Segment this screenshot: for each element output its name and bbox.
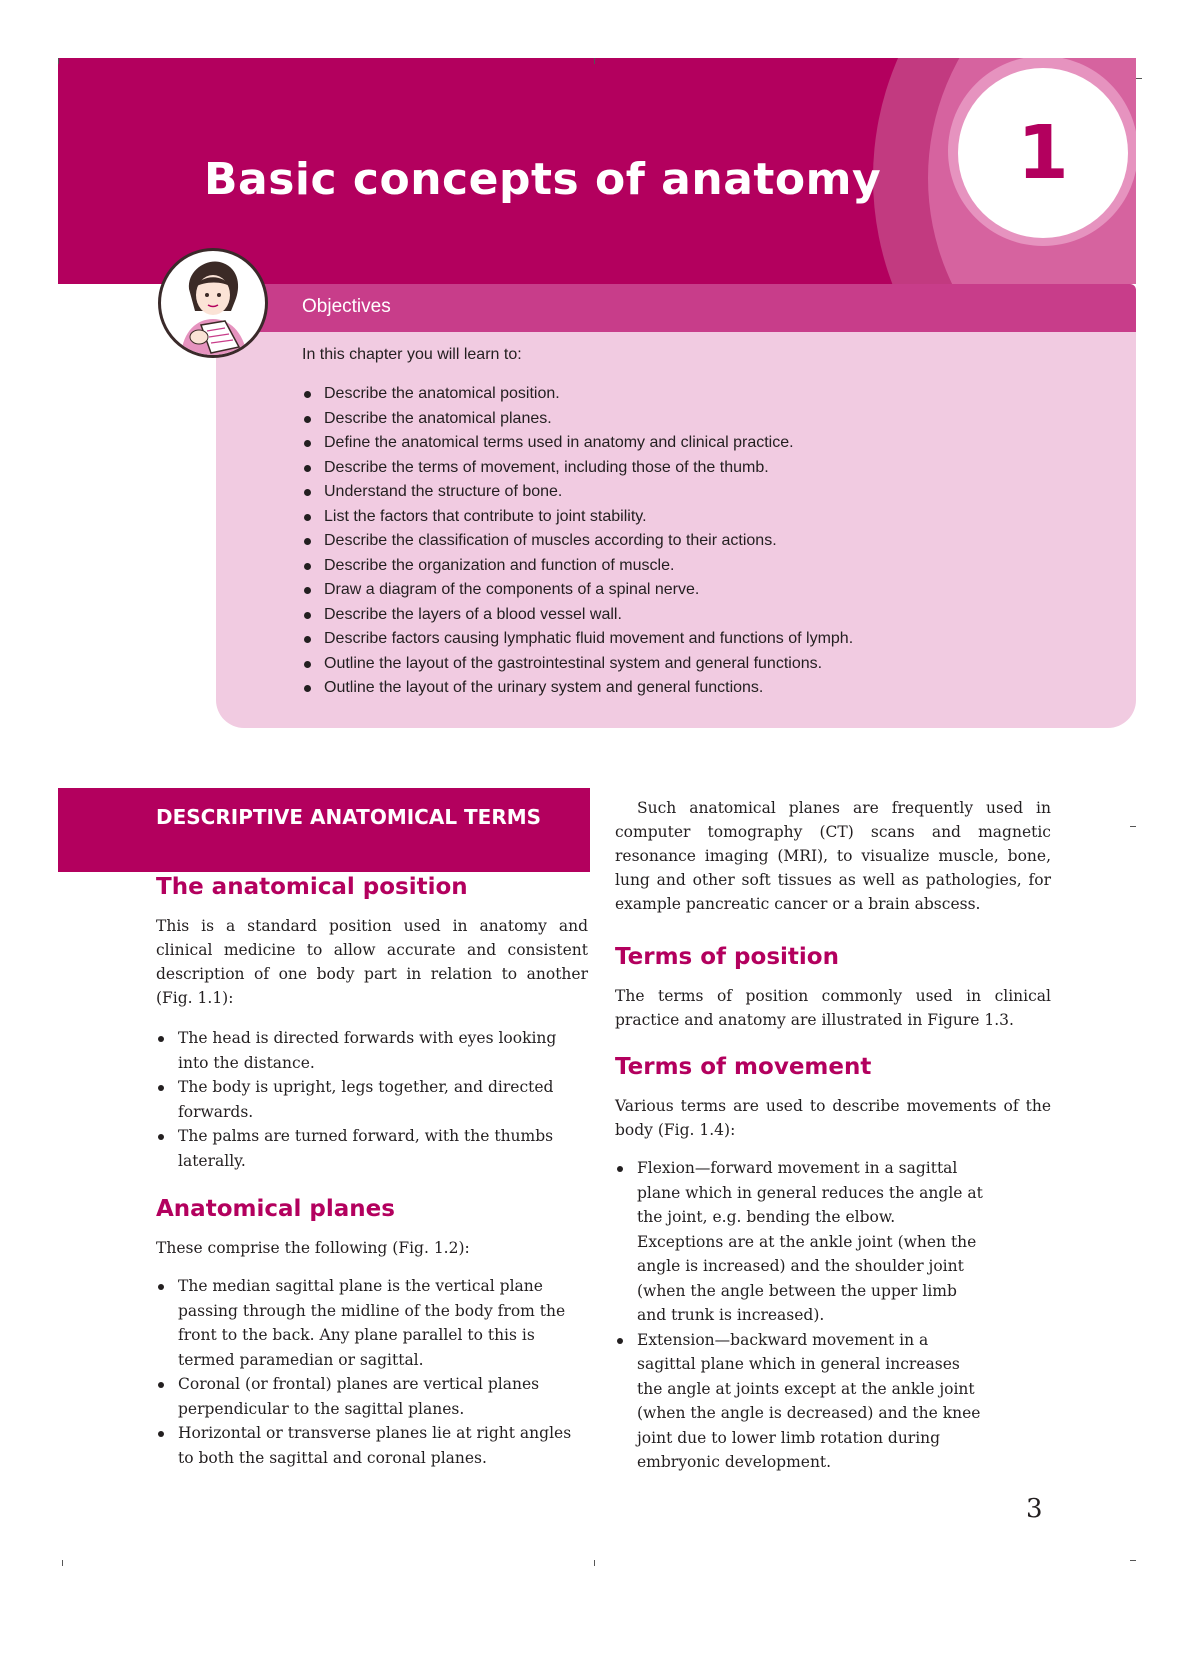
list-item: Describe factors causing lymphatic fluid movement and functions of lymph. (302, 627, 853, 652)
student-reading-icon (158, 248, 268, 358)
list-item: The head is directed forwards with eyes looking into the distance. (156, 1026, 576, 1075)
heading-anatomical-planes: Anatomical planes (156, 1196, 395, 1222)
list-item: The palms are turned forward, with the thumbs laterally. (156, 1124, 576, 1173)
bullet-icon (304, 489, 311, 496)
bullet-icon (304, 514, 311, 521)
crop-mark (58, 58, 59, 64)
bullet-icon (304, 465, 311, 472)
bullet-icon (304, 440, 311, 447)
crop-mark (1130, 826, 1136, 827)
list-item: Outline the layout of the gastrointestinal system and general functions. (302, 652, 853, 677)
bullet-icon (304, 685, 311, 692)
bullet-icon (304, 661, 311, 668)
crop-mark (594, 58, 595, 64)
list-item: Horizontal or transverse planes lie at right angles to both the sagittal and coronal planes. (156, 1421, 576, 1470)
objectives-intro: In this chapter you will learn to: (302, 346, 522, 363)
bullet-icon (158, 1284, 164, 1290)
crop-mark (594, 1560, 595, 1566)
chapter-number: 1 (958, 68, 1128, 238)
paragraph-planes-continued: Such anatomical planes are frequently used in computer tomography (CT) scans and magnetic resonance imaging (MRI), to visualize muscle, bone, lung and other soft tissues as well as pathologies, for example pancreatic cancer or a brain abscess. (615, 799, 1051, 913)
heading-terms-of-position: Terms of position (615, 944, 839, 970)
list-item: The median sagittal plane is the vertical plane passing through the midline of the body from the front to the back. Any plane parallel to this is termed paramedian or sagittal. (156, 1274, 576, 1372)
anatomical-position-list (156, 1026, 576, 1173)
list-item: Extension—backward movement in a sagittal plane which in general increases the angle at joints except at the ankle joint (when the angle is decreased) and the knee joint due to lower limb rotation during embryonic development. (615, 1328, 985, 1475)
bullet-icon (304, 636, 311, 643)
bullet-icon (304, 391, 311, 398)
list-item: List the factors that contribute to joint stability. (302, 505, 853, 530)
list-item: Draw a diagram of the components of a spinal nerve. (302, 578, 853, 603)
heading-terms-of-movement: Terms of movement (615, 1054, 872, 1080)
objectives-list (302, 382, 853, 701)
list-item: Describe the layers of a blood vessel wall. (302, 603, 853, 628)
bullet-icon (304, 416, 311, 423)
list-item: Outline the layout of the urinary system and general functions. (302, 676, 853, 701)
crop-mark (62, 1560, 63, 1566)
list-item: Describe the terms of movement, including those of the thumb. (302, 456, 853, 481)
bullet-icon (158, 1036, 164, 1042)
crop-mark (1136, 78, 1142, 79)
bullet-icon (158, 1431, 164, 1437)
bullet-icon (158, 1134, 164, 1140)
list-item: Coronal (or frontal) planes are vertical planes perpendicular to the sagittal planes. (156, 1372, 576, 1421)
bullet-icon (304, 538, 311, 545)
list-item: Understand the structure of bone. (302, 480, 853, 505)
list-item: Describe the anatomical position. (302, 382, 853, 407)
crop-mark (1130, 1560, 1136, 1561)
list-item: The body is upright, legs together, and directed forwards. (156, 1075, 576, 1124)
paragraph-terms-of-movement: Various terms are used to describe movements of the body (Fig. 1.4): (615, 1097, 1051, 1139)
heading-anatomical-position: The anatomical position (156, 874, 468, 900)
bullet-icon (158, 1085, 164, 1091)
objectives-header (216, 284, 1136, 332)
page-number: 3 (1026, 1494, 1043, 1524)
section-heading-band (58, 788, 590, 872)
terms-of-movement-list (615, 1156, 985, 1475)
bullet-icon (617, 1166, 623, 1172)
objectives-label: Objectives (302, 296, 391, 317)
bullet-icon (617, 1338, 623, 1344)
bullet-icon (158, 1382, 164, 1388)
student-reading-illustration (161, 251, 265, 355)
paragraph-terms-of-position: The terms of position commonly used in clinical practice and anatomy are illustrated in Figure 1.3. (615, 987, 1051, 1029)
section-heading: DESCRIPTIVE ANATOMICAL TERMS (156, 805, 542, 829)
bullet-icon (304, 587, 311, 594)
list-item: Describe the classification of muscles according to their actions. (302, 529, 853, 554)
bullet-icon (304, 612, 311, 619)
list-item: Describe the organization and function of muscle. (302, 554, 853, 579)
list-item: Define the anatomical terms used in anatomy and clinical practice. (302, 431, 853, 456)
anatomical-planes-list (156, 1274, 576, 1470)
list-item: Flexion—forward movement in a sagittal plane which in general reduces the angle at the joint, e.g. bending the elbow. Exceptions are at the ankle joint (when the angle is increased) and the shoulder joint (when the angle between the upper limb and trunk is increased). (615, 1156, 985, 1328)
list-item: Describe the anatomical planes. (302, 407, 853, 432)
paragraph-anatomical-planes: These comprise the following (Fig. 1.2): (156, 1239, 470, 1257)
paragraph-anatomical-position: This is a standard position used in anatomy and clinical medicine to allow accurate and consistent description of one body part in relation to another (Fig. 1.1): (156, 917, 588, 1007)
objectives-box (216, 332, 1136, 728)
bullet-icon (304, 563, 311, 570)
chapter-title: Basic concepts of anatomy (204, 154, 882, 205)
